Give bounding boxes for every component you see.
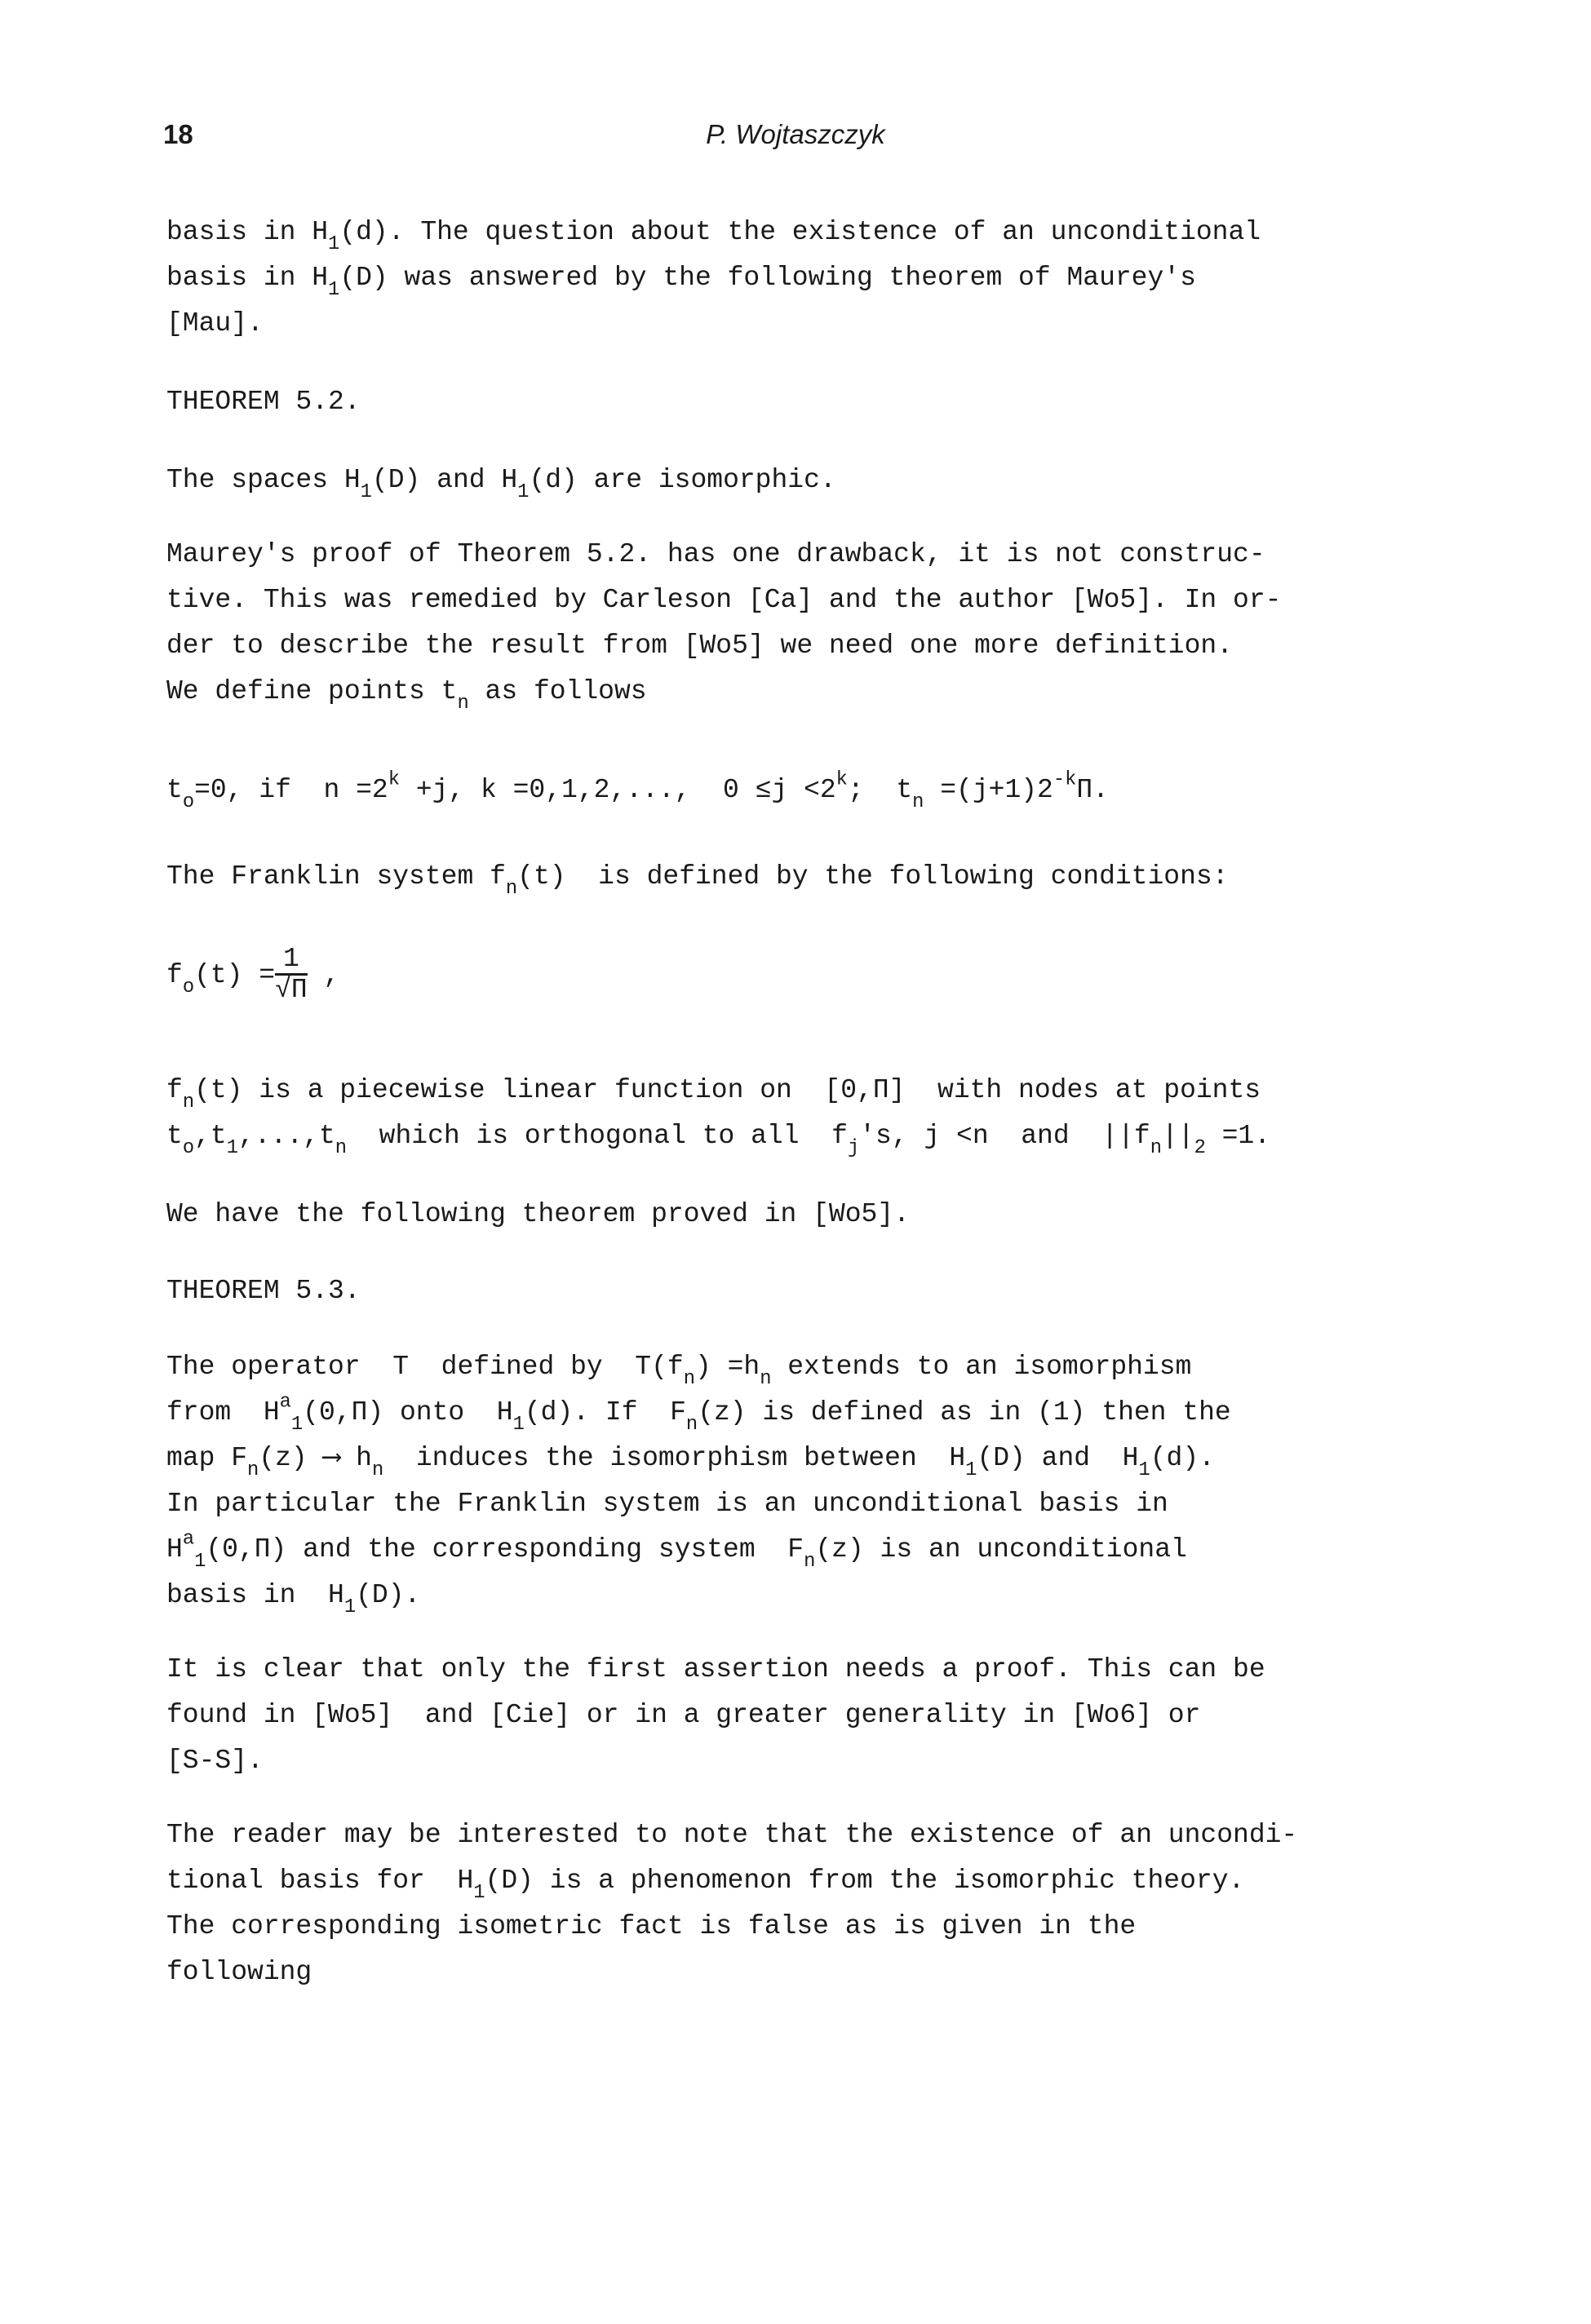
text-line: The reader may be interested to note that the existence of an uncondi-: [166, 1820, 1298, 1850]
text-line: Maurey's proof of Theorem 5.2. has one drawback, it is not construc-: [166, 539, 1265, 569]
formula-f0: $f_o(t)$ = $\frac{1}{√\Pi}$ ,: [166, 944, 340, 1006]
running-header-author: P. Wojtaszczyk: [706, 119, 885, 149]
theorem-statement: basis in $H_1(D)$.: [166, 1580, 421, 1618]
text-line: found in [Wo5] and [Cie] or in a greater generality in [Wo6] or: [166, 1700, 1201, 1730]
fraction: $\frac{1}{√\Pi}$: [275, 944, 308, 1006]
text-line: The Franklin system $f_n(t)$ is defined by the following conditions:: [166, 861, 1229, 900]
theorem-statement: The operator T defined by $T(f_n) =h_n$ extends to an isomorphism: [166, 1352, 1192, 1390]
text-line: $t_o,t_1,...,t_n$ which is orthogonal to all $f_j's$, j <n and $||f_n||_2 =1$.: [166, 1121, 1271, 1159]
text-line: following: [166, 1957, 312, 1987]
text-line: We have the following theorem proved in [Wo5].: [166, 1199, 910, 1229]
formula-tn: $t_o=0$, if $n =2^k +j$, k =0,1,2,..., $0 \le j <2^k$; $t_n =(j+1)2^{-k}\Pi$.: [166, 768, 1109, 813]
theorem-statement: from $H^a_1(0,\Pi)$ onto $H_1(d)$. If $F_n(z)$ is defined as in (1) then the: [166, 1391, 1231, 1436]
text-line: [Mau].: [166, 308, 264, 339]
theorem-heading: THEOREM 5.2.: [166, 387, 361, 417]
text-line: tional basis for $H_1(D)$ is a phenomenon from the isomorphic theory.: [166, 1866, 1245, 1904]
theorem-statement: map $F_n(z)$ ⟶ $h_n$ induces the isomorphism between $H_1(D)$ and $H_1(d)$.: [166, 1443, 1215, 1481]
text-line: basis in $H_1(D)$ was answered by the following theorem of Maurey's: [166, 263, 1196, 301]
text-line: It is clear that only the first assertion needs a proof. This can be: [166, 1654, 1265, 1684]
text-line: The corresponding isometric fact is false as is given in the: [166, 1911, 1137, 1941]
theorem-statement: The spaces $H_1(D)$ and $H_1(d)$ are isomorphic.: [166, 465, 836, 503]
theorem-statement: $H^a_1(0,\Pi)$ and the corresponding system $F_n(z)$ is an unconditional: [166, 1528, 1187, 1573]
theorem-statement: In particular the Franklin system is an unconditional basis in: [166, 1489, 1168, 1519]
page-number: 18: [163, 119, 193, 149]
text-line: [S-S].: [166, 1746, 264, 1776]
text-line: We define points $t_n$ as follows: [166, 676, 647, 715]
text-line: tive. This was remedied by Carleson [Ca] and the author [Wo5]. In or-: [166, 585, 1282, 615]
text-line: der to describe the result from [Wo5] we need one more definition.: [166, 631, 1234, 661]
theorem-heading: THEOREM 5.3.: [166, 1276, 361, 1306]
text-line: basis in $H_1(d)$. The question about the existence of an unconditional: [166, 217, 1261, 255]
text-line: $f_n(t)$ is a piecewise linear function on [0,Π] with nodes at points: [166, 1075, 1261, 1113]
